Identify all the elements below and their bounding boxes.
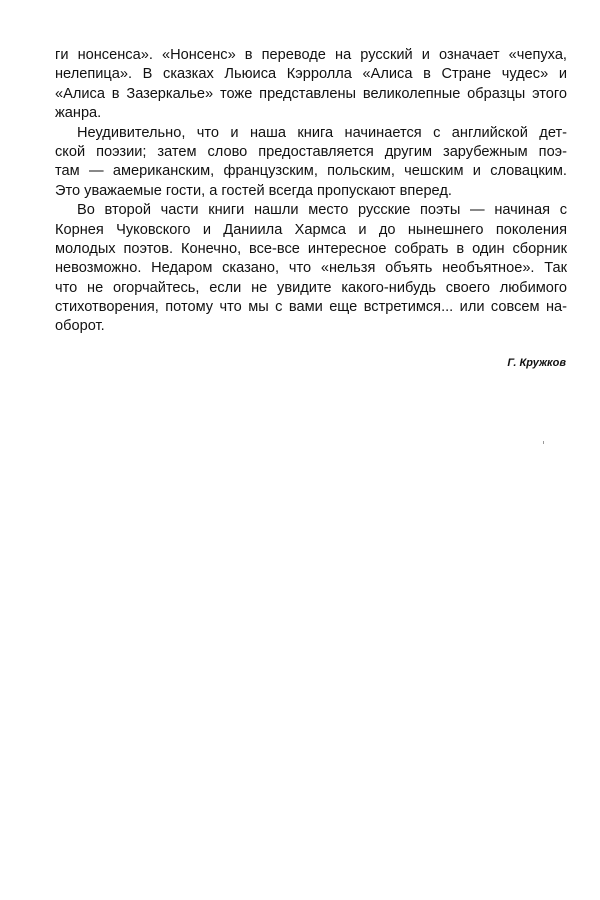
text-line: ги нонсенса». «Нонсенс» в переводе на русский и означает «чепуха,: [55, 47, 567, 63]
text-line: молодых поэтов. Конечно, все-все интересное собрать в один сборник: [55, 240, 567, 257]
text-line: ской поэзии; затем слово предоставляется другим зарубежным поэ-: [55, 143, 567, 160]
paragraph-1: [55, 46, 567, 124]
text-line: Это уважаемые гости, а гостей всегда пропускают вперед.: [55, 182, 452, 199]
scan-speck: [543, 441, 544, 444]
text-line: «Алиса в Зазеркалье» тоже представлены великолепные образцы этого: [55, 85, 567, 102]
text-line: невозможно. Недаром сказано, что «нельзя объять необъятное». Так: [55, 260, 567, 277]
paragraph-2: [55, 124, 567, 202]
text-line: там — американским, французским, польским, чешским и словацким.: [55, 163, 567, 180]
paragraph-3: [55, 201, 567, 337]
text-line: Во второй части книги нашли место русские поэты — начиная с: [77, 202, 567, 219]
text-line: нелепица». В сказках Льюиса Кэрролла «Алиса в Стране чудес» и: [55, 66, 567, 83]
text-line: оборот.: [55, 318, 105, 335]
text-line: что не огорчайтесь, если не увидите какого-нибудь своего любимого: [55, 279, 567, 296]
text-line: жанра.: [55, 105, 102, 122]
text-line: Неудивительно, что и наша книга начинается с английской дет-: [77, 124, 567, 141]
body-text: [55, 46, 567, 337]
author-signature: Г. Кружков: [507, 357, 566, 369]
text-line: стихотворения, потому что мы с вами еще встретимся... или совсем на-: [55, 299, 567, 316]
text-line: Корнея Чуковского и Даниила Хармса и до нынешнего поколения: [55, 221, 567, 238]
